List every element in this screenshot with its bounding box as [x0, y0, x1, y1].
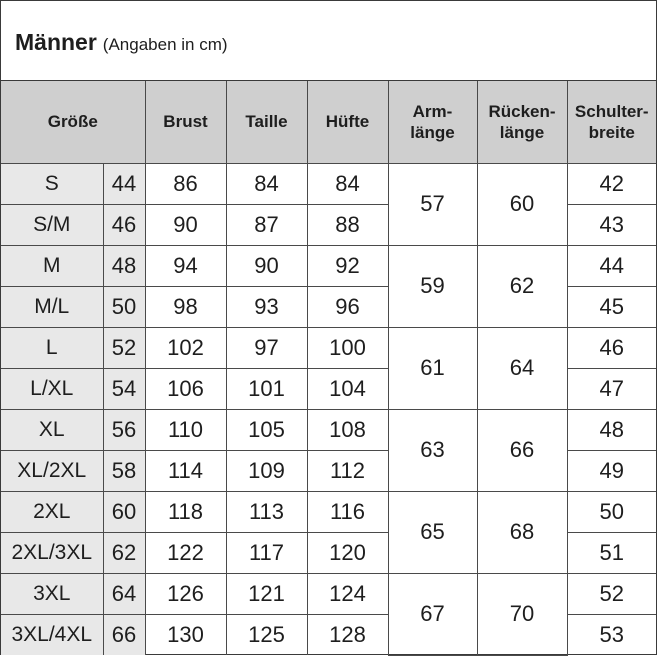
eu-size: 56 — [103, 409, 145, 450]
arm-length-cell: 61 — [388, 327, 477, 409]
shoulder-cell: 42 — [567, 163, 656, 204]
eu-size: 54 — [103, 368, 145, 409]
size-label: 2XL — [1, 491, 103, 532]
table-row — [1, 409, 656, 450]
hips-cell: 112 — [307, 450, 388, 491]
waist-cell: 113 — [226, 491, 307, 532]
shoulder-cell: 53 — [567, 614, 656, 655]
eu-size: 60 — [103, 491, 145, 532]
chest-cell: 122 — [145, 532, 226, 573]
shoulder-cell: 46 — [567, 327, 656, 368]
size-label: XL/2XL — [1, 450, 103, 491]
eu-size: 58 — [103, 450, 145, 491]
eu-size: 64 — [103, 573, 145, 614]
eu-size: 66 — [103, 614, 145, 655]
size-label: S/M — [1, 204, 103, 245]
eu-size: 48 — [103, 245, 145, 286]
table-row — [1, 163, 656, 204]
size-label: M — [1, 245, 103, 286]
title-bar — [1, 1, 656, 81]
arm-length-cell: 63 — [388, 409, 477, 491]
header-waist: Taille — [226, 81, 307, 163]
header-shoulder-width: Schulter- breite — [567, 81, 656, 163]
eu-size: 52 — [103, 327, 145, 368]
size-label: 3XL — [1, 573, 103, 614]
eu-size: 62 — [103, 532, 145, 573]
chest-cell: 102 — [145, 327, 226, 368]
waist-cell: 93 — [226, 286, 307, 327]
chest-cell: 94 — [145, 245, 226, 286]
shoulder-cell: 45 — [567, 286, 656, 327]
table-row — [1, 245, 656, 286]
hips-cell: 120 — [307, 532, 388, 573]
header-row — [1, 81, 656, 163]
shoulder-cell: 43 — [567, 204, 656, 245]
waist-cell: 117 — [226, 532, 307, 573]
chest-cell: 110 — [145, 409, 226, 450]
hips-cell: 100 — [307, 327, 388, 368]
chest-cell: 106 — [145, 368, 226, 409]
waist-cell: 87 — [226, 204, 307, 245]
shoulder-cell: 52 — [567, 573, 656, 614]
waist-cell: 90 — [226, 245, 307, 286]
size-label: 3XL/4XL — [1, 614, 103, 655]
header-chest: Brust — [145, 81, 226, 163]
back-length-cell: 66 — [477, 409, 567, 491]
hips-cell: 104 — [307, 368, 388, 409]
waist-cell: 97 — [226, 327, 307, 368]
back-length-cell: 70 — [477, 573, 567, 655]
size-label: 2XL/3XL — [1, 532, 103, 573]
chest-cell: 90 — [145, 204, 226, 245]
chart-title: Männer — [15, 29, 97, 55]
chest-cell: 98 — [145, 286, 226, 327]
header-size: Größe — [1, 81, 145, 163]
shoulder-cell: 50 — [567, 491, 656, 532]
back-length-cell: 64 — [477, 327, 567, 409]
table-row — [1, 327, 656, 368]
hips-cell: 88 — [307, 204, 388, 245]
table-row — [1, 573, 656, 614]
size-label: M/L — [1, 286, 103, 327]
waist-cell: 121 — [226, 573, 307, 614]
back-length-cell: 68 — [477, 491, 567, 573]
waist-cell: 105 — [226, 409, 307, 450]
waist-cell: 125 — [226, 614, 307, 655]
hips-cell: 84 — [307, 163, 388, 204]
chest-cell: 114 — [145, 450, 226, 491]
shoulder-cell: 51 — [567, 532, 656, 573]
table-row — [1, 491, 656, 532]
arm-length-cell: 65 — [388, 491, 477, 573]
shoulder-cell: 44 — [567, 245, 656, 286]
waist-cell: 101 — [226, 368, 307, 409]
shoulder-cell: 47 — [567, 368, 656, 409]
arm-length-cell: 59 — [388, 245, 477, 327]
size-label: S — [1, 163, 103, 204]
waist-cell: 109 — [226, 450, 307, 491]
size-label: XL — [1, 409, 103, 450]
chart-subtitle: (Angaben in cm) — [102, 35, 228, 54]
chest-cell: 118 — [145, 491, 226, 532]
back-length-cell: 62 — [477, 245, 567, 327]
hips-cell: 116 — [307, 491, 388, 532]
hips-cell: 124 — [307, 573, 388, 614]
eu-size: 46 — [103, 204, 145, 245]
arm-length-cell: 57 — [388, 163, 477, 245]
hips-cell: 92 — [307, 245, 388, 286]
hips-cell: 96 — [307, 286, 388, 327]
size-table — [1, 81, 656, 656]
size-label: L/XL — [1, 368, 103, 409]
eu-size: 44 — [103, 163, 145, 204]
shoulder-cell: 48 — [567, 409, 656, 450]
size-label: L — [1, 327, 103, 368]
waist-cell: 84 — [226, 163, 307, 204]
header-arm-length: Arm- länge — [388, 81, 477, 163]
header-hips: Hüfte — [307, 81, 388, 163]
hips-cell: 128 — [307, 614, 388, 655]
back-length-cell: 60 — [477, 163, 567, 245]
chest-cell: 130 — [145, 614, 226, 655]
arm-length-cell: 67 — [388, 573, 477, 655]
shoulder-cell: 49 — [567, 450, 656, 491]
header-back-length: Rücken- länge — [477, 81, 567, 163]
chest-cell: 86 — [145, 163, 226, 204]
hips-cell: 108 — [307, 409, 388, 450]
eu-size: 50 — [103, 286, 145, 327]
chest-cell: 126 — [145, 573, 226, 614]
